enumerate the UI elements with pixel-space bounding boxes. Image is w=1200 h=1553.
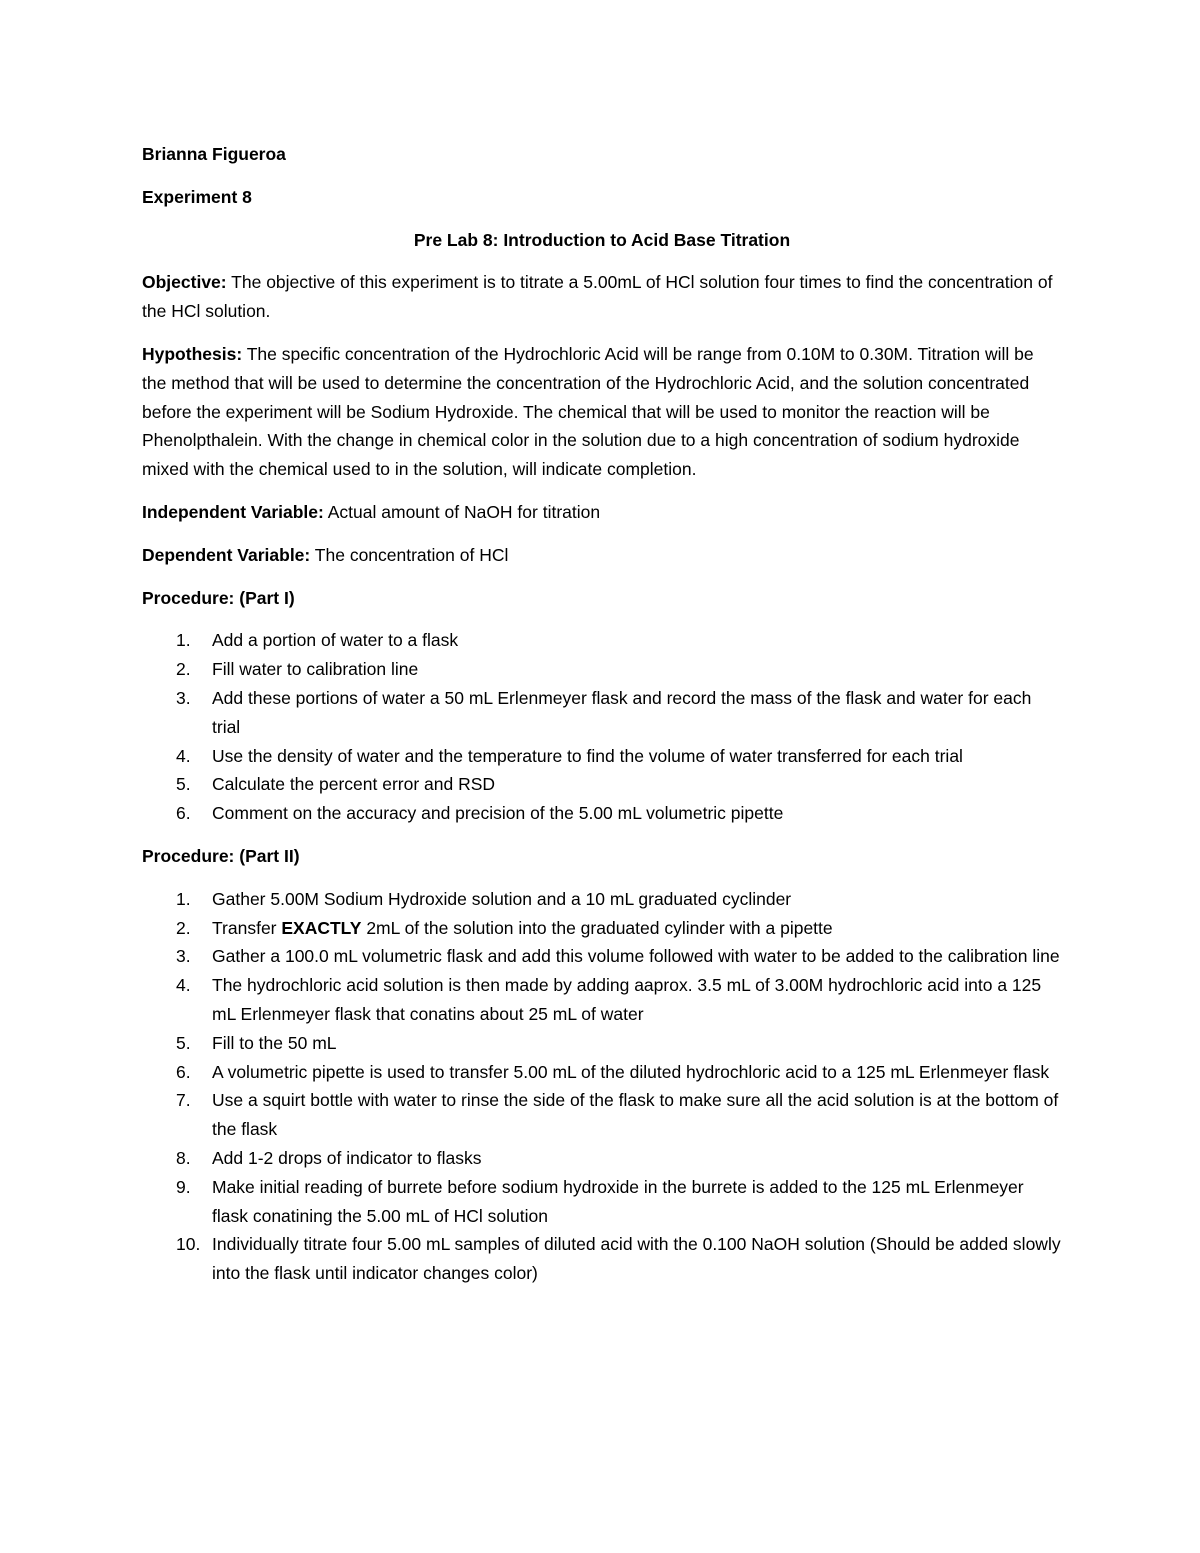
list-item-number: 2. — [176, 659, 191, 680]
independent-variable-label: Independent Variable: — [142, 501, 324, 522]
list-item-text: Add 1-2 drops of indicator to flasks — [212, 1147, 482, 1168]
list-item — [142, 684, 1062, 742]
list-item-text: Use a squirt bottle with water to rinse the side of the flask to make sure all the acid solution is at the bottom of the flask — [212, 1090, 1059, 1140]
procedure-part1-list — [142, 626, 1062, 828]
list-item-number: 10. — [176, 1234, 201, 1255]
independent-variable-text: Actual amount of NaOH for titration — [323, 501, 601, 522]
list-item-text: Add these portions of water a 50 mL Erlenmeyer flask and record the mass of the flask and water for each trial — [212, 687, 1032, 737]
list-item-text: Gather a 100.0 mL volumetric flask and add this volume followed with water to be added to the calibration line — [212, 946, 1060, 967]
list-item-text: The hydrochloric acid solution is then made by adding aaprox. 3.5 mL of 3.00M hydrochloric acid into a 125 mL Erlenmeyer flask that conatins about 25 mL of water — [212, 975, 1042, 1024]
experiment-label: Experiment 8 — [142, 186, 252, 207]
procedure-part1-heading: Procedure: (Part I) — [142, 587, 295, 608]
list-item-text: Fill water to calibration line — [212, 659, 419, 680]
list-item-text: Fill to the 50 mL — [212, 1032, 337, 1053]
list-item — [142, 655, 1062, 684]
document-page — [142, 140, 1062, 1302]
list-item-number: 4. — [176, 975, 191, 996]
list-item-text-post: 2mL of the solution into the graduated cylinder with a pipette — [361, 917, 833, 938]
list-item — [142, 799, 1062, 828]
author-name: Brianna Figueroa — [142, 144, 286, 164]
list-item-number: 2. — [176, 917, 191, 938]
list-item — [142, 742, 1062, 771]
hypothesis-text: The specific concentration of the Hydrochloric Acid will be range from 0.10M to 0.30M. Titration will be the method that will be used to determine the concentration of the Hydrochloric Acid, and the solution concentrated before the experiment will be Sodium Hydroxide. The chemical that will be used to monitor the reaction will be Phenolpthalein. With the change in chemical color in the solution due to a high concentration of sodium hydroxide mixed with the chemical used to in the solution, will indicate completion. — [142, 343, 1034, 480]
list-item — [142, 1029, 1062, 1058]
procedure-part2-list — [142, 885, 1062, 1288]
list-item-number: 5. — [176, 1032, 191, 1053]
list-item-number: 1. — [176, 630, 191, 651]
list-item-number: 4. — [176, 745, 191, 766]
list-item — [142, 914, 1062, 943]
list-item — [142, 1144, 1062, 1173]
list-item — [142, 1173, 1062, 1231]
list-item-number: 6. — [176, 1061, 191, 1082]
list-item-number: 8. — [176, 1147, 191, 1168]
emphasis-exactly: EXACTLY — [281, 917, 362, 938]
list-item — [142, 770, 1062, 799]
independent-variable-paragraph — [142, 498, 1062, 527]
list-item-number: 6. — [176, 803, 191, 824]
procedure-part2-heading: Procedure: (Part II) — [142, 845, 300, 866]
list-item-number: 3. — [176, 687, 191, 708]
list-item-number: 3. — [176, 946, 191, 967]
list-item-number: 5. — [176, 774, 191, 795]
list-item — [142, 885, 1062, 914]
dependent-variable-text: The concentration of HCl — [310, 544, 509, 565]
list-item-number: 9. — [176, 1176, 191, 1197]
dependent-variable-label: Dependent Variable: — [142, 544, 311, 565]
list-item — [142, 1086, 1062, 1144]
objective-label: Objective: — [142, 272, 227, 293]
hypothesis-paragraph — [142, 340, 1062, 484]
hypothesis-label: Hypothesis: — [142, 343, 243, 364]
dependent-variable-paragraph — [142, 541, 1062, 570]
list-item — [142, 942, 1062, 971]
document-title: Pre Lab 8: Introduction to Acid Base Titration — [413, 229, 791, 250]
list-item-text: Use the density of water and the temperature to find the volume of water transferred for each trial — [212, 745, 963, 766]
list-item — [142, 1230, 1062, 1288]
list-item — [142, 1058, 1062, 1087]
objective-paragraph — [142, 268, 1062, 326]
list-item-text: Calculate the percent error and RSD — [212, 774, 496, 795]
list-item-text: Make initial reading of burrete before sodium hydroxide in the burrete is added to the 125 mL Erlenmeyer flask conatining the 5.00 mL of HCl solution — [212, 1176, 1024, 1226]
list-item-text: Add a portion of water to a flask — [212, 630, 459, 651]
list-item — [142, 626, 1062, 655]
list-item-text: Gather 5.00M Sodium Hydroxide solution and a 10 mL graduated cyclinder — [212, 888, 792, 909]
list-item-text: Individually titrate four 5.00 mL samples of diluted acid with the 0.100 NaOH solution (Should be added slowly into the flask until indicator changes color) — [212, 1234, 1061, 1284]
objective-text: The objective of this experiment is to titrate a 5.00mL of HCl solution four times to find the concentration of the HCl solution. — [142, 272, 1053, 322]
list-item — [142, 971, 1062, 1029]
list-item-text-pre: Transfer — [212, 917, 282, 938]
list-item-number: 7. — [176, 1090, 191, 1111]
list-item-text: Comment on the accuracy and precision of the 5.00 mL volumetric pipette — [212, 803, 784, 824]
list-item-number: 1. — [176, 888, 191, 909]
list-item-text: A volumetric pipette is used to transfer 5.00 mL of the diluted hydrochloric acid to a 125 mL Erlenmeyer flask — [212, 1061, 1050, 1082]
